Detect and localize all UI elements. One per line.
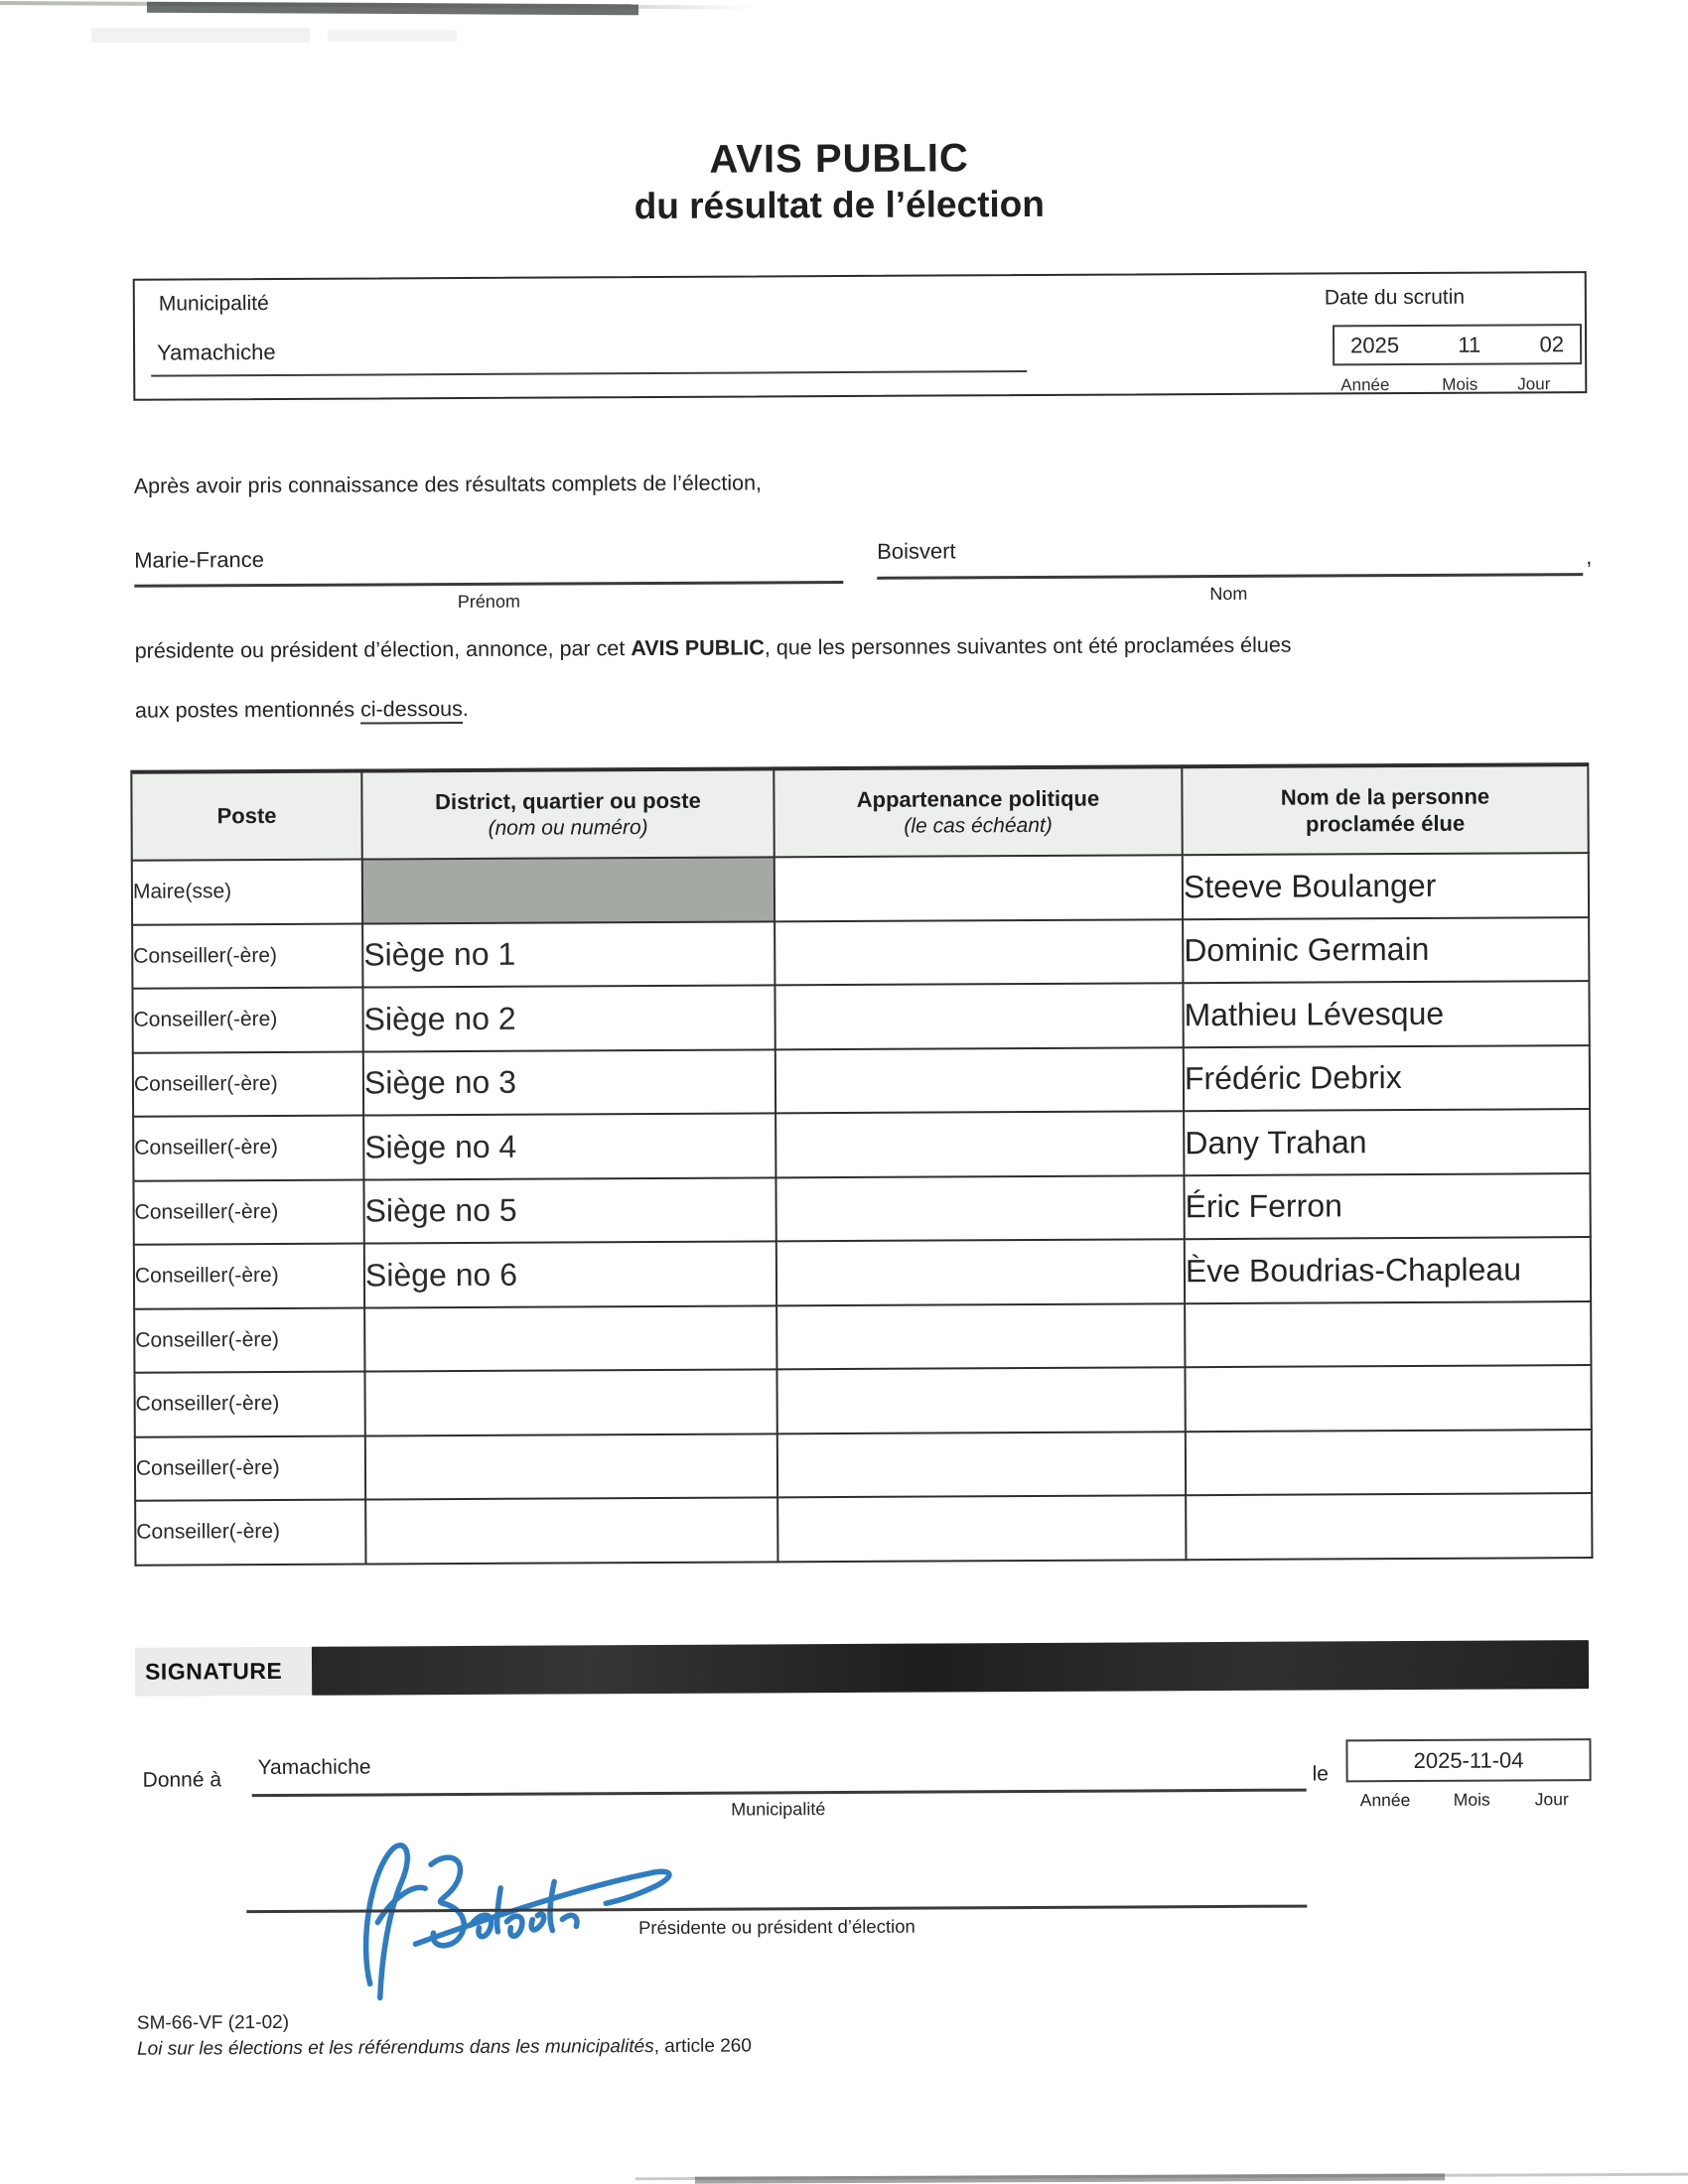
- month-field-label: Mois: [1442, 374, 1478, 394]
- scrutin-day: 02: [1539, 331, 1565, 356]
- cell-appartenance: [776, 1367, 1185, 1433]
- cell-nom: Dany Trahan: [1184, 1109, 1590, 1175]
- cell-nom: Steeve Boulanger: [1183, 853, 1589, 919]
- cell-district: Siège no 2: [362, 985, 774, 1051]
- intro-paragraph: Après avoir pris connaissance des résultats complets de l’élection,: [133, 471, 763, 498]
- postes-paragraph: aux postes mentionnés ci-dessous.: [134, 696, 469, 723]
- cell-district: [365, 1433, 777, 1500]
- cell-district: Siège no 5: [363, 1177, 775, 1244]
- cell-nom: [1186, 1493, 1592, 1560]
- cell-appartenance: [775, 1111, 1184, 1177]
- cell-poste: Conseiller(-ère): [133, 1051, 363, 1117]
- cell-poste: Conseiller(-ère): [135, 1435, 365, 1501]
- first-name-label: Prénom: [457, 591, 520, 613]
- trailing-comma: ,: [1586, 544, 1593, 570]
- last-name-label: Nom: [1209, 583, 1248, 605]
- cell-appartenance: [775, 1175, 1184, 1242]
- table-row: [134, 1237, 1591, 1308]
- scrutin-year: 2025: [1350, 332, 1400, 357]
- table-header-row: [131, 764, 1588, 861]
- header-appartenance: Appartenance politique (le cas échéant): [774, 766, 1182, 857]
- cell-district: [364, 1305, 776, 1372]
- le-label: le: [1312, 1762, 1330, 1786]
- last-name-underline: [877, 573, 1583, 579]
- cell-appartenance: [775, 1047, 1184, 1114]
- last-name-value: Boisvert: [877, 538, 956, 564]
- cell-poste: Conseiller(-ère): [133, 1116, 363, 1181]
- header-nom: Nom de la personne proclamée élue: [1182, 764, 1588, 855]
- header-district: District, quartier ou poste (nom ou numéro): [361, 768, 774, 859]
- ci-dessous-underlined: ci-dessous: [360, 697, 463, 725]
- year-field-label: Année: [1340, 375, 1390, 395]
- table-row: [132, 981, 1589, 1052]
- table-row: [135, 1430, 1592, 1501]
- cell-nom: Frédéric Debrix: [1184, 1045, 1590, 1112]
- form-code: SM-66-VF (21-02): [136, 2011, 290, 2034]
- cell-nom: Ève Boudrias-Chapleau: [1185, 1237, 1591, 1303]
- cell-nom: Dominic Germain: [1183, 917, 1589, 984]
- cell-poste: Maire(sse): [132, 860, 362, 925]
- cell-appartenance: [774, 919, 1183, 986]
- cell-nom: Éric Ferron: [1184, 1173, 1590, 1240]
- given-at-label: Donné à: [142, 1768, 222, 1792]
- municipality-label: Municipalité: [158, 292, 269, 316]
- cell-nom: [1186, 1430, 1592, 1496]
- scrutin-date-box: [1333, 324, 1582, 365]
- law-reference: Loi sur les élections et les référendums dans les municipalités, article 260: [136, 2035, 752, 2060]
- year-field-label: Année: [1359, 1790, 1411, 1811]
- cell-appartenance: [776, 1303, 1185, 1370]
- table-row: [135, 1493, 1592, 1565]
- municipality-underline: [151, 370, 1027, 377]
- signature-section-label: SIGNATURE: [135, 1647, 312, 1697]
- cell-nom: [1185, 1301, 1591, 1368]
- cell-poste: Conseiller(-ère): [133, 1179, 363, 1245]
- avis-public-inline-bold: AVIS PUBLIC: [631, 635, 765, 661]
- cell-poste: Conseiller(-ère): [134, 1244, 364, 1309]
- cell-district: [364, 1369, 776, 1435]
- given-date-box: [1345, 1738, 1591, 1782]
- cell-appartenance: [776, 1239, 1185, 1305]
- elected-persons-table: [130, 762, 1593, 1566]
- page-title-line1: AVIS PUBLIC: [709, 136, 969, 182]
- first-name-value: Marie-France: [134, 547, 265, 573]
- given-at-underline: [252, 1789, 1307, 1797]
- cell-poste: Conseiller(-ère): [132, 988, 362, 1053]
- cell-appartenance: [777, 1432, 1186, 1498]
- date-du-scrutin-label: Date du scrutin: [1324, 285, 1466, 310]
- cell-district: Siège no 1: [362, 921, 774, 988]
- signature-redaction-bar: [312, 1640, 1589, 1696]
- municipality-value: Yamachiche: [157, 339, 276, 365]
- given-at-municipality-value: Yamachiche: [257, 1755, 371, 1780]
- given-date-value: 2025-11-04: [1413, 1746, 1524, 1773]
- table-row: [133, 1045, 1590, 1117]
- page-title-line2: du résultat de l’élection: [633, 183, 1046, 227]
- month-field-label: Mois: [1453, 1789, 1490, 1810]
- cell-poste: Conseiller(-ère): [134, 1372, 364, 1437]
- signer-role-label: Présidente ou président d’élection: [637, 1915, 915, 1939]
- cell-district: [365, 1497, 777, 1564]
- given-at-municipality-label: Municipalité: [731, 1799, 826, 1820]
- scrutin-month: 11: [1458, 332, 1481, 357]
- cell-nom: [1185, 1365, 1591, 1432]
- cell-appartenance: [774, 983, 1183, 1049]
- cell-district-blocked: [362, 857, 774, 923]
- table-row: [134, 1365, 1591, 1436]
- table-row: [132, 917, 1589, 989]
- cell-district: Siège no 3: [363, 1049, 775, 1116]
- first-name-underline: [134, 581, 843, 587]
- cell-district: Siège no 6: [364, 1241, 776, 1307]
- cell-nom: Mathieu Lévesque: [1183, 981, 1589, 1047]
- table-row: [132, 853, 1589, 924]
- cell-poste: Conseiller(-ère): [134, 1307, 364, 1373]
- day-field-label: Jour: [1517, 374, 1551, 394]
- cell-appartenance: [777, 1495, 1186, 1562]
- cell-district: Siège no 4: [363, 1113, 775, 1179]
- day-field-label: Jour: [1534, 1789, 1569, 1810]
- cell-appartenance: [774, 855, 1183, 921]
- municipality-box: [133, 271, 1588, 401]
- header-poste: Poste: [131, 771, 361, 861]
- table-row: [134, 1301, 1591, 1373]
- cell-poste: Conseiller(-ère): [132, 923, 362, 989]
- table-row: [133, 1173, 1590, 1245]
- table-row: [133, 1109, 1590, 1180]
- cell-poste: Conseiller(-ère): [135, 1500, 365, 1566]
- announcement-paragraph: présidente ou président d’élection, annonce, par cet AVIS PUBLIC, que les personnes suivantes ont été proclamées élues: [134, 632, 1292, 663]
